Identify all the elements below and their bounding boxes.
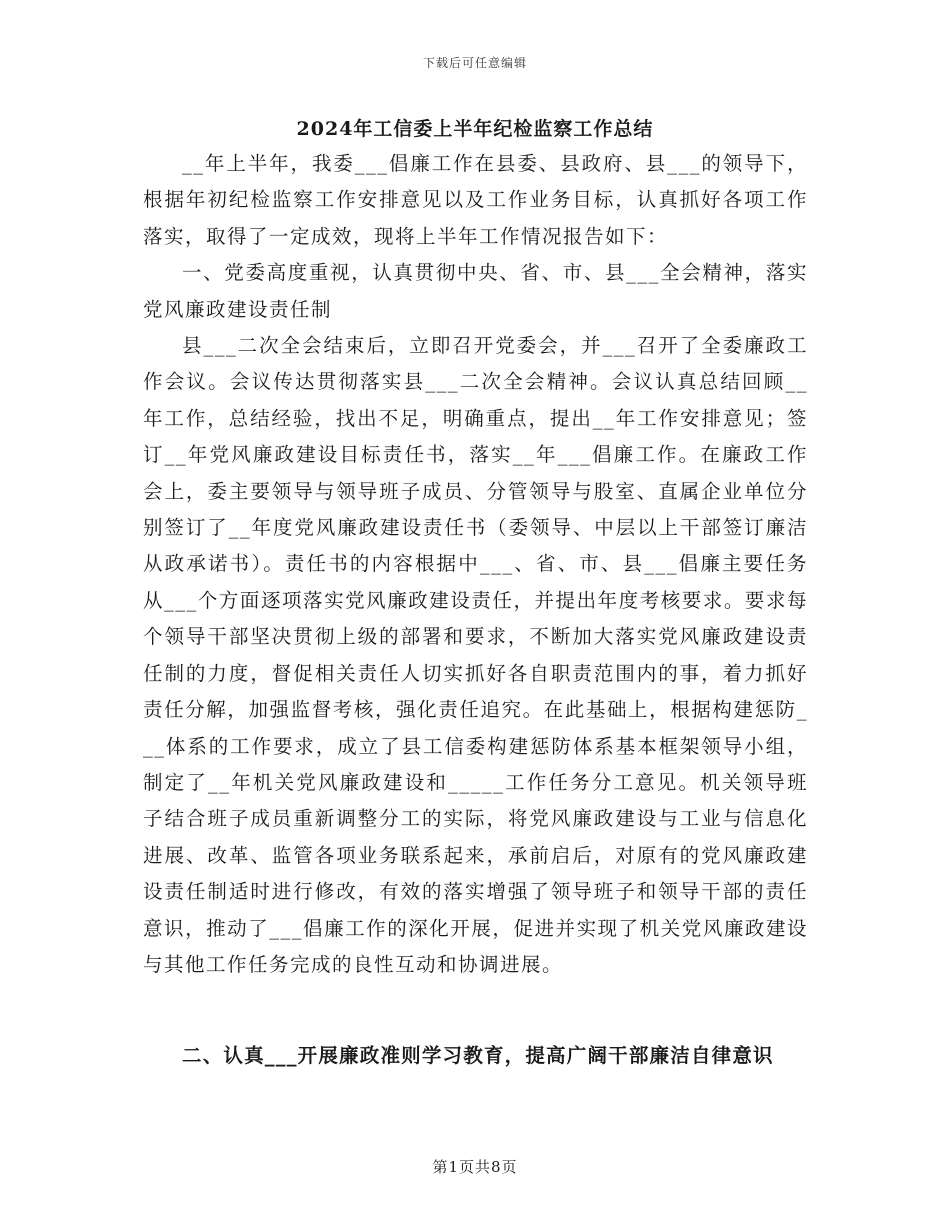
document-body xyxy=(143,146,808,983)
section-two-heading: 二、认真___开展廉政准则学习教育，提高广阔干部廉洁自律意识 xyxy=(182,1044,774,1067)
header-note: 下载后可任意编辑 xyxy=(422,56,527,70)
paragraph-section-one-body: 县___二次全会结束后，立即召开党委会，并___召开了全委廉政工作会议。会议传达贯彻落实县___二次全会精神。会议认真总结回顾__年工作，总结经验，找出不足，明确重点，提出__年工作安排意见；签订__年党风廉政建设目标责任书，落实__年___倡廉工作。在廉政工作会上，委主要领导与领导班子成员、分管领导与股室、直属企业单位分别签订了__年度党风廉政建设责任书（委领导、中层以上干部签订廉洁从政承诺书）。责任书的内容根据中___、省、市、县___倡廉主要任务从___个方面逐项落实党风廉政建设责任，并提出年度考核要求。要求每个领导干部坚决贯彻上级的部署和要求，不断加大落实党风廉政建设责任制的力度，督促相关责任人切实抓好各自职责范围内的事，着力抓好责任分解，加强监督考核，强化责任追究。在此基础上，根据构建惩防___体系的工作要求，成立了县工信委构建惩防体系基本框架领导小组，制定了__年机关党风廉政建设和_____工作任务分工意见。机关领导班子结合班子成员重新调整分工的实际，将党风廉政建设与工业与信息化进展、改革、监管各项业务联系起来，承前启后，对原有的党风廉政建设责任制适时进行修改，有效的落实增强了领导班子和领导干部的责任意识，推动了___倡廉工作的深化开展，促进并实现了机关党风廉政建设与其他工作任务完成的良性互动和协调进展。 xyxy=(143,334,808,976)
document-title: 2024年工信委上半年纪检监察工作总结 xyxy=(296,118,654,140)
paragraph-section-one-heading: 一、党委高度重视，认真贯彻中央、省、市、县___全会精神，落实党风廉政建设责任制 xyxy=(143,261,808,321)
paragraph-intro: __年上半年，我委___倡廉工作在县委、县政府、县___的领导下，根据年初纪检监察工作安排意见以及工作业务目标，认真抓好各项工作落实，取得了一定成效，现将上半年工作情况报告如下： xyxy=(143,152,808,248)
page-number-footer: 第1页共8页 xyxy=(432,1158,518,1176)
